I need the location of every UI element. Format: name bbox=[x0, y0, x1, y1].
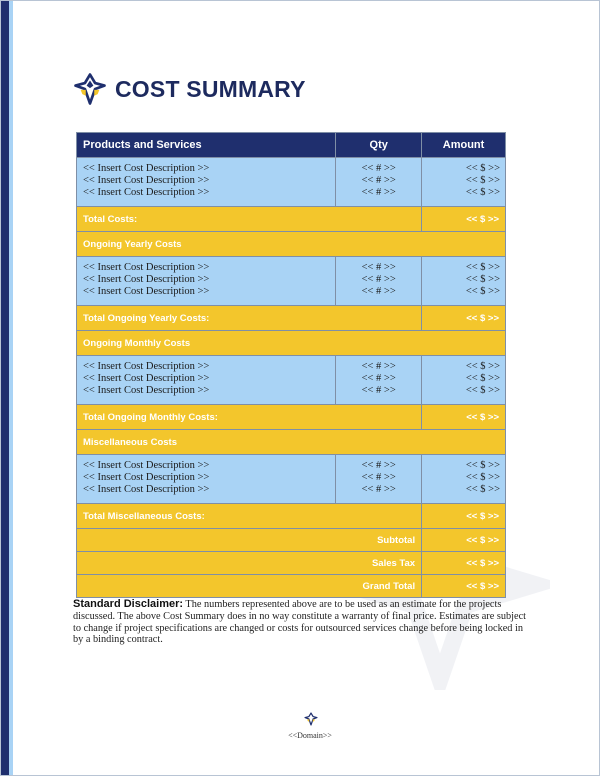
section-heading: Miscellaneous Costs bbox=[77, 430, 506, 455]
summary-row bbox=[77, 552, 506, 575]
section-total-row bbox=[77, 405, 506, 430]
section-total-value: << $ >> bbox=[422, 405, 506, 430]
cost-description: << Insert Cost Description >> bbox=[83, 262, 210, 273]
cost-description: << Insert Cost Description >> bbox=[83, 484, 210, 495]
cost-qty: << # >> bbox=[361, 472, 396, 483]
cost-amount: << $ >> bbox=[465, 484, 500, 495]
line-items-row bbox=[77, 455, 506, 504]
description-cell bbox=[77, 455, 336, 504]
qty-cell bbox=[336, 158, 422, 207]
section-total-value: << $ >> bbox=[422, 504, 506, 529]
cost-description: << Insert Cost Description >> bbox=[83, 361, 210, 372]
cost-qty: << # >> bbox=[361, 262, 396, 273]
amount-cell bbox=[422, 455, 506, 504]
description-cell bbox=[77, 356, 336, 405]
qty-cell bbox=[336, 455, 422, 504]
cost-qty: << # >> bbox=[361, 373, 396, 384]
cost-description: << Insert Cost Description >> bbox=[83, 175, 210, 186]
cost-description: << Insert Cost Description >> bbox=[83, 274, 210, 285]
section-total-label: Total Ongoing Monthly Costs: bbox=[77, 405, 422, 430]
cost-description: << Insert Cost Description >> bbox=[83, 373, 210, 384]
footer-emblem-icon bbox=[304, 712, 318, 726]
section-heading-row bbox=[77, 331, 506, 356]
cost-qty: << # >> bbox=[361, 187, 396, 198]
cost-qty: << # >> bbox=[361, 361, 396, 372]
summary-value: << $ >> bbox=[422, 529, 506, 552]
page-header bbox=[73, 72, 306, 106]
disclaimer-text: The numbers represented above are to be used as an estimate for the projects discussed. The above Cost Summary does in no way constitute a warranty of final price. Estimates are subject to change if project specifications are changed or costs for outsourced services change before being locked in by a binding contract. bbox=[73, 599, 527, 646]
column-header-qty: Qty bbox=[336, 133, 422, 158]
cost-amount: << $ >> bbox=[465, 460, 500, 471]
cost-amount: << $ >> bbox=[465, 274, 500, 285]
summary-value: << $ >> bbox=[422, 552, 506, 575]
page-title: COST SUMMARY bbox=[115, 75, 306, 102]
qty-cell bbox=[336, 257, 422, 306]
qty-cell bbox=[336, 356, 422, 405]
cost-description: << Insert Cost Description >> bbox=[83, 286, 210, 297]
cost-amount: << $ >> bbox=[465, 187, 500, 198]
disclaimer-title: Standard Disclaimer: bbox=[73, 598, 184, 610]
amount-cell bbox=[422, 356, 506, 405]
cost-qty: << # >> bbox=[361, 460, 396, 471]
column-header-amount: Amount bbox=[422, 133, 506, 158]
cost-amount: << $ >> bbox=[465, 373, 500, 384]
description-cell bbox=[77, 257, 336, 306]
cost-summary-table bbox=[76, 132, 506, 598]
section-heading-row bbox=[77, 430, 506, 455]
section-total-row bbox=[77, 207, 506, 232]
cost-description: << Insert Cost Description >> bbox=[83, 460, 210, 471]
cost-qty: << # >> bbox=[361, 385, 396, 396]
summary-label: Grand Total bbox=[77, 575, 422, 598]
cost-qty: << # >> bbox=[361, 484, 396, 495]
cost-description: << Insert Cost Description >> bbox=[83, 472, 210, 483]
amount-cell bbox=[422, 257, 506, 306]
summary-row bbox=[77, 575, 506, 598]
left-accent-stripe-light bbox=[9, 1, 13, 775]
cost-description: << Insert Cost Description >> bbox=[83, 187, 210, 198]
line-items-row bbox=[77, 158, 506, 207]
section-total-label: Total Ongoing Yearly Costs: bbox=[77, 306, 422, 331]
cost-qty: << # >> bbox=[361, 286, 396, 297]
cost-amount: << $ >> bbox=[465, 361, 500, 372]
cost-amount: << $ >> bbox=[465, 472, 500, 483]
section-total-label: Total Costs: bbox=[77, 207, 422, 232]
cost-description: << Insert Cost Description >> bbox=[83, 385, 210, 396]
footer-domain: <<Domain>> bbox=[288, 731, 332, 740]
summary-value: << $ >> bbox=[422, 575, 506, 598]
section-heading: Ongoing Monthly Costs bbox=[77, 331, 506, 356]
cost-amount: << $ >> bbox=[465, 286, 500, 297]
line-items-row bbox=[77, 356, 506, 405]
cost-description: << Insert Cost Description >> bbox=[83, 163, 210, 174]
section-total-value: << $ >> bbox=[422, 306, 506, 331]
cost-amount: << $ >> bbox=[465, 163, 500, 174]
cost-qty: << # >> bbox=[361, 163, 396, 174]
column-header-products: Products and Services bbox=[77, 133, 336, 158]
compass-emblem-icon bbox=[73, 72, 107, 106]
table-header-row bbox=[77, 133, 506, 158]
cost-qty: << # >> bbox=[361, 175, 396, 186]
cost-amount: << $ >> bbox=[465, 175, 500, 186]
section-total-row bbox=[77, 504, 506, 529]
section-total-row bbox=[77, 306, 506, 331]
standard-disclaimer bbox=[73, 599, 533, 646]
summary-label: Sales Tax bbox=[77, 552, 422, 575]
cost-qty: << # >> bbox=[361, 274, 396, 285]
cost-amount: << $ >> bbox=[465, 262, 500, 273]
cost-amount: << $ >> bbox=[465, 385, 500, 396]
section-total-label: Total Miscellaneous Costs: bbox=[77, 504, 422, 529]
line-items-row bbox=[77, 257, 506, 306]
section-heading: Ongoing Yearly Costs bbox=[77, 232, 506, 257]
section-total-value: << $ >> bbox=[422, 207, 506, 232]
section-heading-row bbox=[77, 232, 506, 257]
amount-cell bbox=[422, 158, 506, 207]
summary-label: Subtotal bbox=[77, 529, 422, 552]
description-cell bbox=[77, 158, 336, 207]
summary-row bbox=[77, 529, 506, 552]
left-accent-stripe bbox=[1, 1, 9, 775]
